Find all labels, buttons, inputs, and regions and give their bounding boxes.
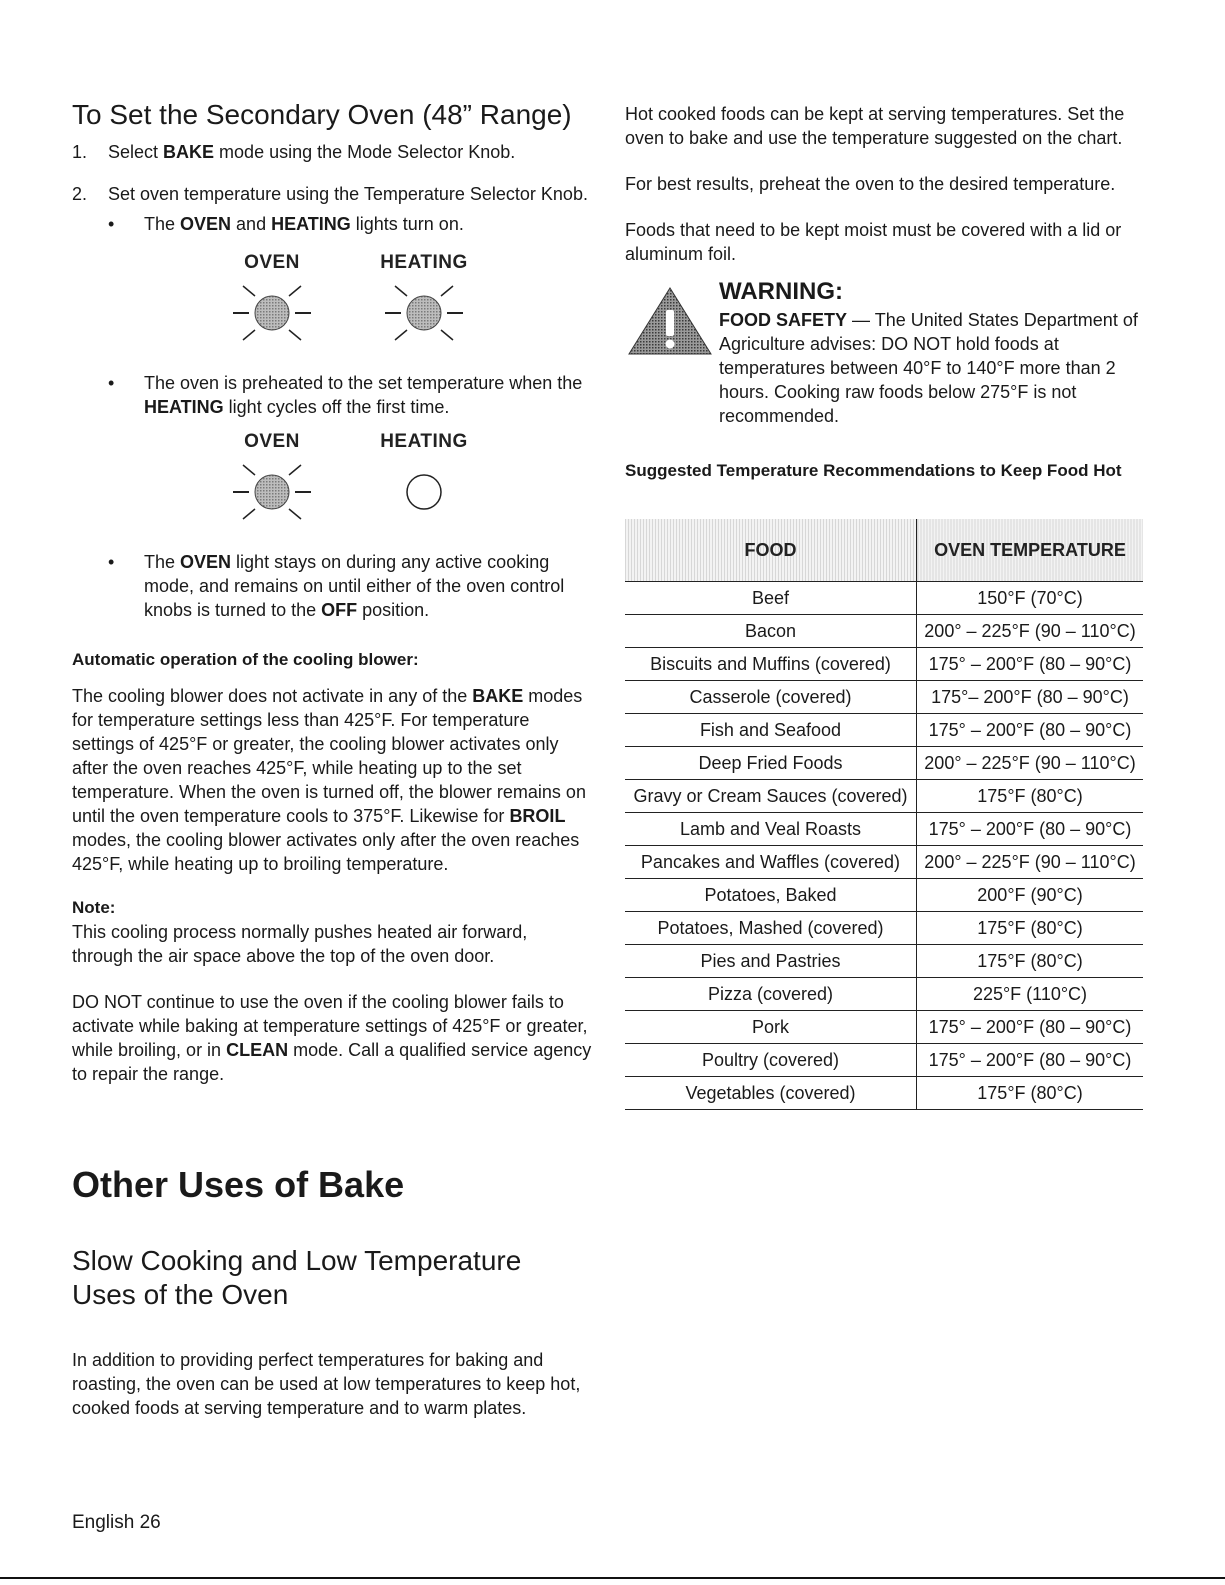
bullet-bold: OFF <box>321 600 358 620</box>
table-row <box>625 945 1143 978</box>
bullet-bold: OVEN <box>180 552 232 572</box>
temperature-cell: 200° – 225°F (90 – 110°C) <box>917 846 1144 879</box>
indicator-lights-cycled <box>217 431 592 532</box>
bullet-item <box>108 550 592 622</box>
table-row <box>625 780 1143 813</box>
warning-triangle-icon <box>625 284 715 359</box>
table-row <box>625 912 1143 945</box>
cooling-heading: Automatic operation of the cooling blower: <box>72 650 419 669</box>
bottom-rule <box>0 1577 1225 1579</box>
bullet-list <box>108 212 592 236</box>
bullet-text: The oven is preheated to the set temperature when the <box>144 373 583 393</box>
food-cell: Pies and Pastries <box>625 945 917 978</box>
bullet-bold: HEATING <box>144 397 224 417</box>
temperature-cell: 175° – 200°F (80 – 90°C) <box>917 1011 1144 1044</box>
table-header-row <box>625 519 1143 582</box>
steps-list <box>72 140 592 236</box>
temperature-cell: 175°F (80°C) <box>917 780 1144 813</box>
oven-light <box>217 431 327 532</box>
temperature-cell: 200°F (90°C) <box>917 879 1144 912</box>
temperature-cell: 150°F (70°C) <box>917 582 1144 615</box>
warning-title: WARNING: <box>719 278 843 305</box>
table-row <box>625 813 1143 846</box>
table-row <box>625 747 1143 780</box>
paragraph-text: modes, the cooling blower activates only after the oven reaches 425°F, while heating up to broiling temperature. <box>72 830 580 874</box>
table-row <box>625 846 1143 879</box>
table-row <box>625 879 1143 912</box>
table-row <box>625 978 1143 1011</box>
bullet-text: and <box>231 214 272 234</box>
bullet-text: light cycles off the first time. <box>223 397 450 417</box>
paragraph-text: modes for temperature settings less than 425°F. For temperature settings of 425°F or greater, the cooling blower activates only after the oven reaches 425°F, while heating up to the set temperature. When the oven is turned off, the blower remains on until the oven temperature cools to 375°F. Likewise for <box>72 686 586 826</box>
oven-light <box>217 252 327 353</box>
step-text: mode using the Mode Selector Knob. <box>214 142 516 162</box>
bullet-text: The <box>144 552 181 572</box>
table-row <box>625 1077 1143 1110</box>
oven-light-label: OVEN <box>244 431 300 452</box>
temperature-cell: 200° – 225°F (90 – 110°C) <box>917 747 1144 780</box>
bullet-text: The <box>144 214 181 234</box>
food-cell: Fish and Seafood <box>625 714 917 747</box>
step-text: Set oven temperature using the Temperature Selector Knob. <box>108 184 588 204</box>
paragraph-bold: CLEAN <box>226 1040 289 1060</box>
table-row <box>625 582 1143 615</box>
warning-body-text: — The United States Department of Agriculture advises: DO NOT hold foods at temperatures between 40°F to 140°F more than 2 hours. Cooking raw foods below 275°F is not recommended. <box>719 310 1138 426</box>
table-row <box>625 1044 1143 1077</box>
slow-cooking-paragraph: In addition to providing perfect temperatures for baking and roasting, the oven can be used at low temperatures to keep hot, cooked foods at serving temperature and to warm plates. <box>72 1350 581 1418</box>
lit-lamp-icon <box>227 457 317 527</box>
bullet-dot: • <box>108 214 115 234</box>
intro-paragraph-1: Hot cooked foods can be kept at serving temperatures. Set the oven to bake and use the temperature suggested on the chart. <box>625 104 1125 148</box>
temperature-cell: 225°F (110°C) <box>917 978 1144 1011</box>
step-2 <box>72 182 592 236</box>
table-row <box>625 648 1143 681</box>
paragraph-bold: BROIL <box>509 806 566 826</box>
paragraph-text: The cooling blower does not activate in any of the <box>72 686 473 706</box>
bullet-bold: OVEN <box>180 214 232 234</box>
bullet-dot: • <box>108 373 115 393</box>
note-text: This cooling process normally pushes heated air forward, through the air space above the top of the oven door. <box>72 922 528 966</box>
food-cell: Casserole (covered) <box>625 681 917 714</box>
food-cell: Potatoes, Baked <box>625 879 917 912</box>
oven-light-label: OVEN <box>244 252 300 273</box>
paragraph-text: mode. Call a qualified service agency to repair the range. <box>72 1040 592 1084</box>
bullet-text: position. <box>357 600 430 620</box>
table-row <box>625 714 1143 747</box>
food-cell: Biscuits and Muffins (covered) <box>625 648 917 681</box>
slow-cooking-title: Slow Cooking and Low Temperature Uses of the Oven <box>72 1245 522 1310</box>
temperature-cell: 175°F (80°C) <box>917 1077 1144 1110</box>
food-cell: Poultry (covered) <box>625 1044 917 1077</box>
table-body <box>625 582 1143 1110</box>
food-cell: Potatoes, Mashed (covered) <box>625 912 917 945</box>
cooling-paragraph <box>72 684 592 876</box>
bullet-item <box>108 212 592 236</box>
food-cell: Pork <box>625 1011 917 1044</box>
food-cell: Pancakes and Waffles (covered) <box>625 846 917 879</box>
temperature-cell: 175°– 200°F (80 – 90°C) <box>917 681 1144 714</box>
heating-light-label: HEATING <box>380 431 468 452</box>
indicator-lights-on <box>217 252 592 353</box>
table-row <box>625 681 1143 714</box>
heating-light <box>369 252 479 353</box>
warning-body <box>719 278 1145 428</box>
intro-paragraph-3: Foods that need to be kept moist must be covered with a lid or aluminum foil. <box>625 220 1122 264</box>
note-label: Note: <box>72 898 116 917</box>
warning-box <box>625 278 1145 428</box>
warning-text <box>719 308 1145 428</box>
heating-light <box>369 431 479 532</box>
food-cell: Bacon <box>625 615 917 648</box>
bullet-dot: • <box>108 552 115 572</box>
right-column <box>625 102 1145 1110</box>
temperature-table <box>625 519 1143 1110</box>
food-column-header: FOOD <box>625 519 917 582</box>
left-column <box>72 98 592 1442</box>
temperature-cell: 175° – 200°F (80 – 90°C) <box>917 813 1144 846</box>
warning-bold: FOOD SAFETY <box>719 310 848 330</box>
temperature-cell: 175° – 200°F (80 – 90°C) <box>917 648 1144 681</box>
food-cell: Beef <box>625 582 917 615</box>
temperature-cell: 175° – 200°F (80 – 90°C) <box>917 1044 1144 1077</box>
temperature-cell: 175°F (80°C) <box>917 912 1144 945</box>
step-text: Select <box>108 142 164 162</box>
step-number: 2. <box>72 184 88 204</box>
food-cell: Lamb and Veal Roasts <box>625 813 917 846</box>
food-cell: Gravy or Cream Sauces (covered) <box>625 780 917 813</box>
heating-light-label: HEATING <box>380 252 468 273</box>
food-cell: Deep Fried Foods <box>625 747 917 780</box>
temperature-column-header: OVEN TEMPERATURE <box>917 519 1144 582</box>
food-cell: Vegetables (covered) <box>625 1077 917 1110</box>
table-row <box>625 615 1143 648</box>
unlit-lamp-icon <box>379 457 469 527</box>
bullet-list <box>108 371 592 419</box>
other-uses-title: Other Uses of Bake <box>72 1164 405 1205</box>
step-1 <box>72 140 592 164</box>
paragraph-bold: BAKE <box>472 686 524 706</box>
table-row <box>625 1011 1143 1044</box>
bullet-list <box>108 550 592 622</box>
table-heading: Suggested Temperature Recommendations to Keep Food Hot <box>625 461 1122 480</box>
food-cell: Pizza (covered) <box>625 978 917 1011</box>
bullet-text: lights turn on. <box>350 214 464 234</box>
bullet-bold: HEATING <box>271 214 351 234</box>
bullet-item <box>108 371 592 419</box>
section-title: To Set the Secondary Oven (48” Range) <box>72 99 572 130</box>
step-number: 1. <box>72 142 88 162</box>
lit-lamp-icon <box>379 278 469 348</box>
temperature-cell: 175° – 200°F (80 – 90°C) <box>917 714 1144 747</box>
step-bold: BAKE <box>163 142 215 162</box>
temperature-cell: 200° – 225°F (90 – 110°C) <box>917 615 1144 648</box>
do-not-paragraph <box>72 990 592 1086</box>
paragraph-text: DO NOT continue to use the oven if the cooling blower fails to activate while baking at temperature settings of 425°F or greater, while broiling, or in <box>72 992 588 1060</box>
bullet-text: light stays on during any active cooking mode, and remains on until either of the oven control knobs is turned to the <box>144 552 565 620</box>
lit-lamp-icon <box>227 278 317 348</box>
intro-paragraph-2: For best results, preheat the oven to the desired temperature. <box>625 174 1116 194</box>
temperature-cell: 175°F (80°C) <box>917 945 1144 978</box>
page-footer: English 26 <box>72 1512 161 1533</box>
